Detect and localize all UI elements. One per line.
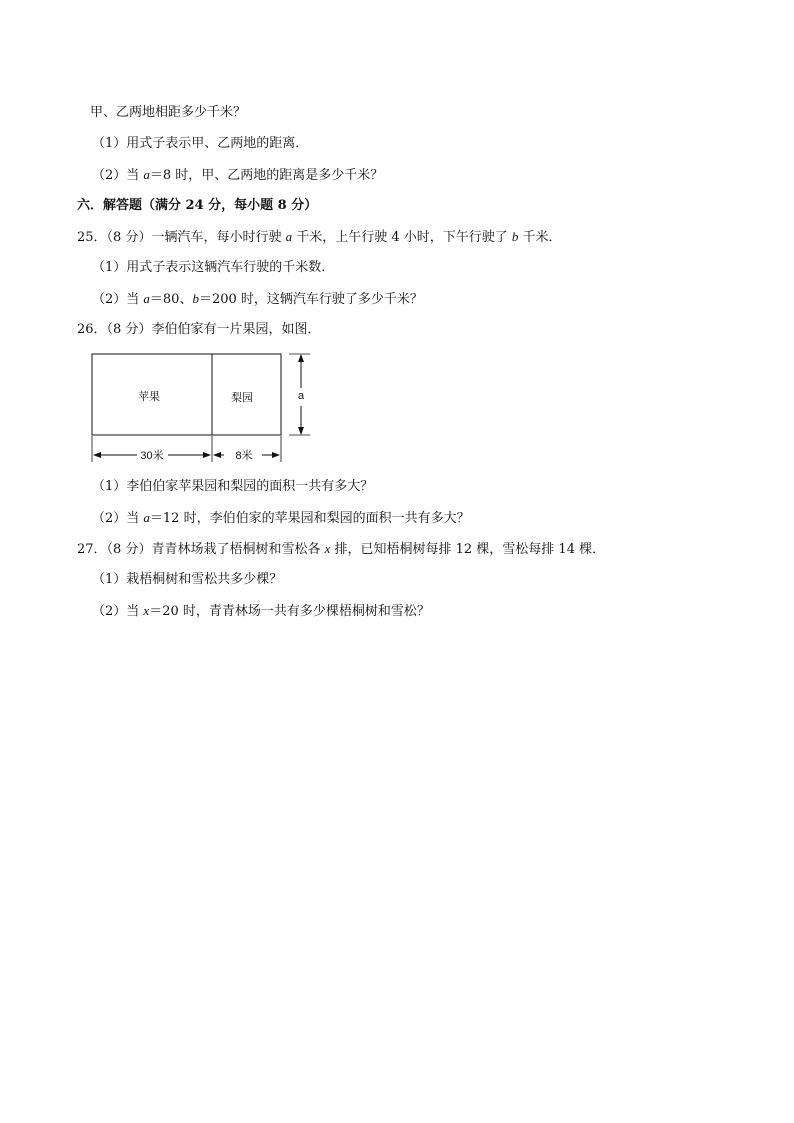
apple-label: 苹果 [138,391,160,403]
orchard-diagram-svg [84,348,324,468]
pear-width-label: 8米 [235,450,253,462]
height-arrow-head-up [298,354,304,362]
height-arrow-head-down [298,427,304,435]
question-27-sub-1: （1）栽梧桐树和雪松共多少棵？ [92,572,283,587]
section-heading: 六．解答题（满分 24 分，每小题 8 分） [77,198,318,213]
question-27: 27．（8 分）青青林场栽了梧桐树和雪松各 x 排，已知梧桐树每排 12 棵，雪松每排 14 棵． [77,541,606,557]
question-continuation: 甲、乙两地相距多少千米？ [90,105,247,120]
pear-width-head-left [213,452,221,458]
height-label: a [297,390,305,402]
sub-question-1: （1）用式子表示甲、乙两地的距离． [92,136,309,151]
pear-label: 梨园 [231,392,253,404]
apple-width-head-left [93,452,101,458]
question-26-sub-1: （1）李伯伯家苹果园和梨园的面积一共有多大？ [92,479,374,494]
sub-question-2: （2）当 a＝8 时，甲、乙两地的距离是多少千米？ [92,167,384,183]
question-26: 26．（8 分）李伯伯家有一片果园，如图． [77,322,321,337]
question-27-sub-2: （2）当 x＝20 时，青青林场一共有多少棵梧桐树和雪松？ [92,603,430,619]
question-25: 25．（8 分）一辆汽车，每小时行驶 a 千米，上午行驶 4 小时，下午行驶了 b 千米． [77,229,562,245]
orchard-diagram [84,348,324,468]
question-26-sub-2: （2）当 a＝12 时，李伯伯家的苹果园和梨园的面积一共有多大？ [92,510,470,526]
apple-width-head-right [203,452,211,458]
question-25-sub-2: （2）当 a＝80、b＝200 时，这辆汽车行驶了多少千米？ [92,291,423,307]
apple-width-label: 30米 [140,450,164,462]
question-25-sub-1: （1）用式子表示这辆汽车行驶的千米数． [92,260,335,275]
pear-width-head-right [272,452,280,458]
